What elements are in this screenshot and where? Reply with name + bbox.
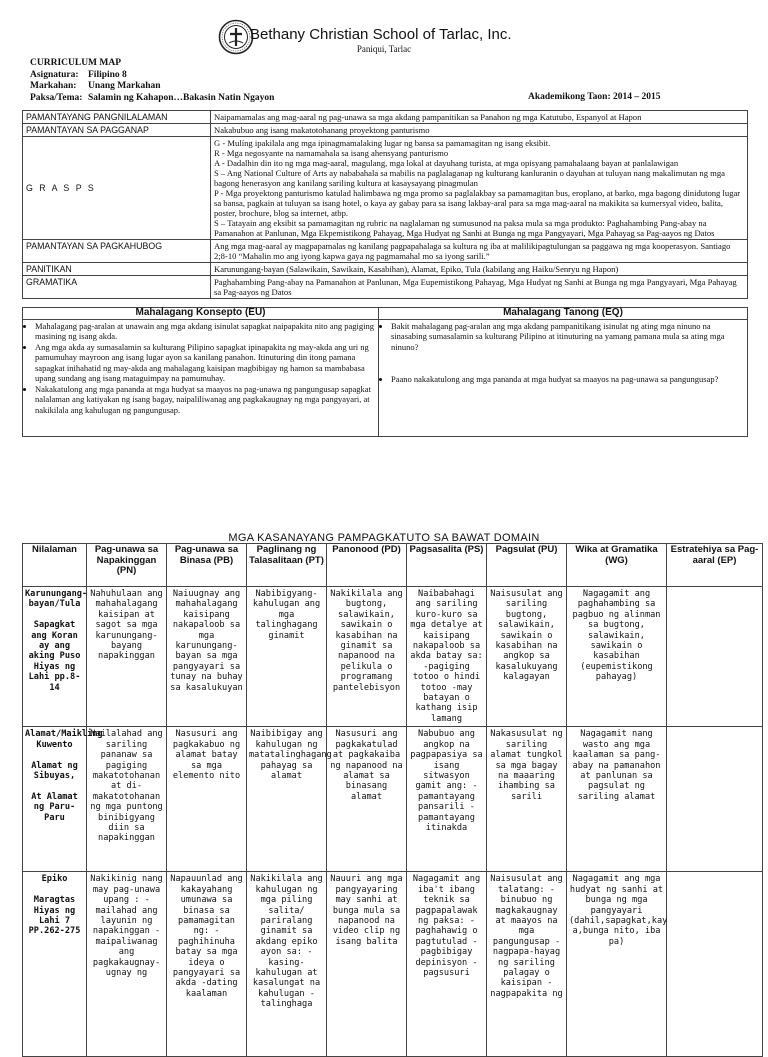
standard-row <box>23 240 748 263</box>
column-header: Pag-unawa sa Binasa (PB) <box>167 544 247 587</box>
table-cell: Naibabahagi ang sariling kuro-kuro sa mga detalye at kaisipang nakapaloob sa akda batay sa: -pagiging totoo o hindi totoo -may batayan o kathang isip lamang <box>407 587 487 727</box>
table-cell: Naisusulat ang talatang: -binubuo ng magkakaugnay at maayos na mga pangungusap - nagpapa-hayag ng sariling palagay o kaisipan -nagpapakita ng <box>487 872 567 1057</box>
standard-label: GRAMATIKA <box>23 276 211 299</box>
grasps-role: R - Mga negosyante na namamahala sa isang ahensyang panturismo <box>214 148 449 158</box>
eq-list <box>381 321 743 385</box>
eu-title: Mahalagang Konsepto (EU) <box>23 308 379 320</box>
school-location: Paniqui, Tarlac <box>356 44 412 54</box>
table-cell: Epiko Maragtas Hiyas ng Lahi 7 PP.262-275 <box>23 872 87 1057</box>
eu-eq-body-row <box>23 319 748 436</box>
table-cell: Nagagamit ang iba't ibang teknik sa pagpapalawak ng paksa: -paghahawig o pagtutulad -pagbibigay depinisyon -pagsusuri <box>407 872 487 1057</box>
school-year: Akademikong Taon: 2014 – 2015 <box>528 92 661 102</box>
table-cell: Nakikilala ang kahulugan ng mga piling salita/ pariralang ginamit sa akdang epiko ayon sa: -kasing-kahulugan at kasalungat na kahulugan -talinghaga <box>247 872 327 1057</box>
table-cell: Nagagamit ang paghahambing sa pagbuo ng alinman sa bugtong, salawikain, sawikain o kasabihan (eupemistikong pahayag) <box>567 587 667 727</box>
standards-table <box>22 110 748 299</box>
column-header: Estratehiya sa Pag-aaral (EP) <box>667 544 763 587</box>
standard-row <box>23 276 748 299</box>
eu-eq-header-row <box>23 308 748 320</box>
table-cell: Nailalahad ang sariling pananaw sa pagiging makatotohanan at di-makatotohanan ng mga puntong binibigyang diin sa napakinggan <box>87 727 167 872</box>
standard-value: Naipamamalas ang mag-aaral ng pag-unawa sa mga akdang pampanitikan sa Panahon ng mga Katutubo, Espanyol at Hapon <box>211 111 748 124</box>
meta-row-quarter <box>30 81 750 93</box>
eq-cell <box>379 319 748 436</box>
eu-list <box>25 321 374 416</box>
table-cell: Nagagamit ang mga hudyat ng sanhi at bunga ng mga pangyayari (dahil,sapagkat,kay a,bunga nito, iba pa) <box>567 872 667 1057</box>
domain-header-row <box>23 544 763 587</box>
column-header: Pagsulat (PU) <box>487 544 567 587</box>
standard-row <box>23 263 748 276</box>
table-row <box>23 727 763 872</box>
standard-value: Karunungang-bayan (Salawikain, Sawikain, Kasabihan), Alamat, Epiko, Tula (kabilang ang Haiku/Senryu ng Hapon) <box>211 263 748 276</box>
table-cell: Nabubuo ang angkop na pagpapasiya sa isang sitwasyon gamit ang: -pamantayang pansarili -pamantayang itinakda <box>407 727 487 872</box>
eq-title: Mahalagang Tanong (EQ) <box>379 308 748 320</box>
standard-label: PAMANTAYAN SA PAGKAHUBOG <box>23 240 211 263</box>
standard-row <box>23 111 748 124</box>
table-cell <box>667 872 763 1057</box>
table-cell: Nahuhulaan ang mahahalagang kaisipan at sagot sa mga karunungang-bayang napakinggan <box>87 587 167 727</box>
table-row <box>23 587 763 727</box>
school-name: Bethany Christian School of Tarlac, Inc. <box>250 26 512 43</box>
grasps-situation: S – Ang National Culture of Arts ay nababahala sa mabilis na paglalaganap ng kulturang kanluranin o dayuhan at tuluyan nang makalimutan ng mga bagong henerasyon ang kanilang sariling kultura at kasaysayang pinagmulan <box>214 168 725 188</box>
meta-label: Markahan: <box>30 81 77 91</box>
table-cell <box>667 587 763 727</box>
table-cell: Nakikilala ang bugtong, salawikain, sawikain o kasabihan na ginamit sa napanood na pelikula o programang pantelebisyon <box>327 587 407 727</box>
grasps-row <box>23 137 748 240</box>
meta-value: Salamin ng Kahapon…Bakasin Natin Ngayon <box>88 92 275 103</box>
table-cell: Naiuugnay ang mahahalagang kaisipang nakapaloob sa mga karunungang-bayan sa mga pangyayari sa tunay na buhay sa kasalukuyan <box>167 587 247 727</box>
eu-item: • Nakakatulong ang mga pananda at mga hudyat sa maayos na pag-unawa ng pangungusap sapagkat nalalaman ang katiyakan ng isang bagay, naipaliliwanag ang pagkakaugnay ng mga pangyayari, at nakikilala ang kahulugan ng pangungusap. <box>35 384 374 416</box>
eu-cell <box>23 319 379 436</box>
domain-skills-table <box>22 543 763 1057</box>
column-header: Nilalaman <box>23 544 87 587</box>
table-cell: Nauuri ang mga pangyayaring may sanhi at bunga mula sa napanood na video clip ng isang balita <box>327 872 407 1057</box>
table-cell: Naisusulat ang sariling bugtong, salawikain, sawikain o kasabihan na angkop sa kasalukuyang kalagayan <box>487 587 567 727</box>
standard-label: PAMANTAYANG PANGNILALAMAN <box>23 111 211 124</box>
standard-value: Ang mga mag-aaral ay magpapamalas ng kanilang pagpapahalaga sa kultura ng iba at malilikipagtulungan sa paggawa ng mga kooperasyon. Santiago 2;8-10 “Mahalin mo ang iyong kapwa gaya ng pagmamahal mo sa iyong sarili.” <box>211 240 748 263</box>
eu-item: • Mahalagang pag-aralan at unawain ang mga akdang isinulat sapagkat naipapakita nito ang pagiging masining ng isang akda. <box>35 321 374 342</box>
table-cell: Nabibigyang-kahulugan ang mga talinghagang ginamit <box>247 587 327 727</box>
table-cell: Napauunlad ang kakayahang umunawa sa binasa sa pamamagitan ng: -paghihinuha batay sa mga ideya o pangyayari sa akda -dating kaalaman <box>167 872 247 1057</box>
column-header: Pagsasalita (PS) <box>407 544 487 587</box>
eu-eq-table <box>22 307 748 437</box>
table-cell: Nakasusulat ng sariling alamat tungkol sa mga bagay na maaaring ihambing sa sarili <box>487 727 567 872</box>
table-cell: Naibibigay ang kahulugan ng matatalinghagang pahayag sa alamat <box>247 727 327 872</box>
grasps-product: P - Mga proyektong panturismo katulad halimbawa ng mga promo sa paglalakbay sa pamamagitan bus, eroplano, at barko, mga bagong dinidutong lugar sa bansa, pagkain at tuluyan sa isang hotel, o kaya ay gabay para sa isang lakbay-aral para sa mga mag-aaral na makikita sa kumersyal video, balita, poster, brochure, blog sa internet, atbp. <box>214 188 741 218</box>
grasps-audience: A - Dadalhin din ito ng mga mag-aaral, magulang, mga lokal at dayuhang turista, at mga opisyang pamahalaang bayan at panlalawigan <box>214 158 679 168</box>
standard-label: PAMANTAYAN SA PAGGANAP <box>23 124 211 137</box>
column-header: Wika at Gramatika (WG) <box>567 544 667 587</box>
table-cell: Nasusuri ang pagkakabuo ng alamat batay sa mga elemento nito <box>167 727 247 872</box>
eq-item: • Bakit mahalagang pag-aralan ang mga akdang pampanitikang isinulat ng ating mga ninuno na sinasabing sumasalamin sa kulturang Pilipino at itinuturing na yamang pamana mula sa ating mga ninuno? <box>391 321 743 353</box>
grasps-label: G R A S P S <box>23 137 211 240</box>
meta-value: Filipino 8 <box>88 69 127 80</box>
grasps-standards: S – Tatayain ang eksibit sa pamamagitan ng rubric na naglalaman ng sumusunod na paksa mula sa mga produkto: Paghahambing Pang-abay na Pamanahon at Panlunan, Mga Ekpemistikong Pahayag, Mga Hudyat ng Sanhi at Bunga ng mga Pangyayari, Mga Pahayag sa Pag-aayos ng Datos <box>214 218 715 238</box>
grasps-goal: G - Mulíng ipakilala ang mga ipinagmamalaking lugar ng bansa sa pamamagitan ng isang eksibit. <box>214 138 551 148</box>
standard-row <box>23 124 748 137</box>
table-cell: Karunungang-bayan/Tula Sapagkat ang Koran ay ang aking Puso Hiyas ng Lahi pp.8-14 <box>23 587 87 727</box>
eq-item: • Paano nakakatulong ang mga pananda at mga hudyat sa maayos na pag-unawa sa pangungusap? <box>391 374 743 385</box>
document-type: CURRICULUM MAP <box>30 58 122 68</box>
meta-row-subject <box>30 70 750 82</box>
table-cell: Nagagamit nang wasto ang mga kaalaman sa pang- abay na pamanahon at panlunan sa pagsulat ng sariling alamat <box>567 727 667 872</box>
meta-label: Asignatura: <box>30 69 79 80</box>
table-cell: Nakikinig nang may pag-unawa upang : -mailahad ang layunin ng napakinggan -maipaliwanag ang pagkakaugnay- ugnay ng <box>87 872 167 1057</box>
standard-label: PANITIKAN <box>23 263 211 276</box>
column-header: Paglinang ng Talasalitaan (PT) <box>247 544 327 587</box>
meta-label: Paksa/Tema: <box>30 92 83 103</box>
grasps-content <box>211 137 748 240</box>
eu-item: • Ang mga akda ay sumasalamin sa kulturang Pilipino sapagkat ipinapakita ng may-akda ang uri ng pamumuhay mayroon ang isang lugar ayon sa kanilang panahon. Itinuturing din itong pamana sapagkat inihahatid ng may-akda ang mahalagang kaisipan magbibigay ng hamon sa mambabasa upang sundang ang isang mataguimpay na pamumuhay. <box>35 342 374 384</box>
table-cell: Alamat/Maikling Kuwento Alamat ng Sibuyas, At Alamat ng Paru-Paru <box>23 727 87 872</box>
domain-title: MGA KASANAYANG PAMPAGKATUTO SA BAWAT DOMAIN <box>228 532 540 544</box>
column-header: Panonood (PD) <box>327 544 407 587</box>
table-cell: Nasusuri ang pagkakatulad at pagkakaiba ng napanood na alamat sa binasang alamat <box>327 727 407 872</box>
meta-value: Unang Markahan <box>88 81 161 91</box>
table-cell <box>667 727 763 872</box>
column-header: Pag-unawa sa Napakinggan (PN) <box>87 544 167 587</box>
standard-value: Nakabubuo ang isang makatotohanang proyektong panturismo <box>211 124 748 137</box>
standard-value: Paghahambing Pang-abay na Pamanahon at Panlunan, Mga Eupemistikong Pahayag, Mga Hudyat ng Sanhi at Bunga ng mga Pangyayari, Mga Pahayag sa Pag-aayos ng Datos <box>211 276 748 299</box>
table-row <box>23 872 763 1057</box>
